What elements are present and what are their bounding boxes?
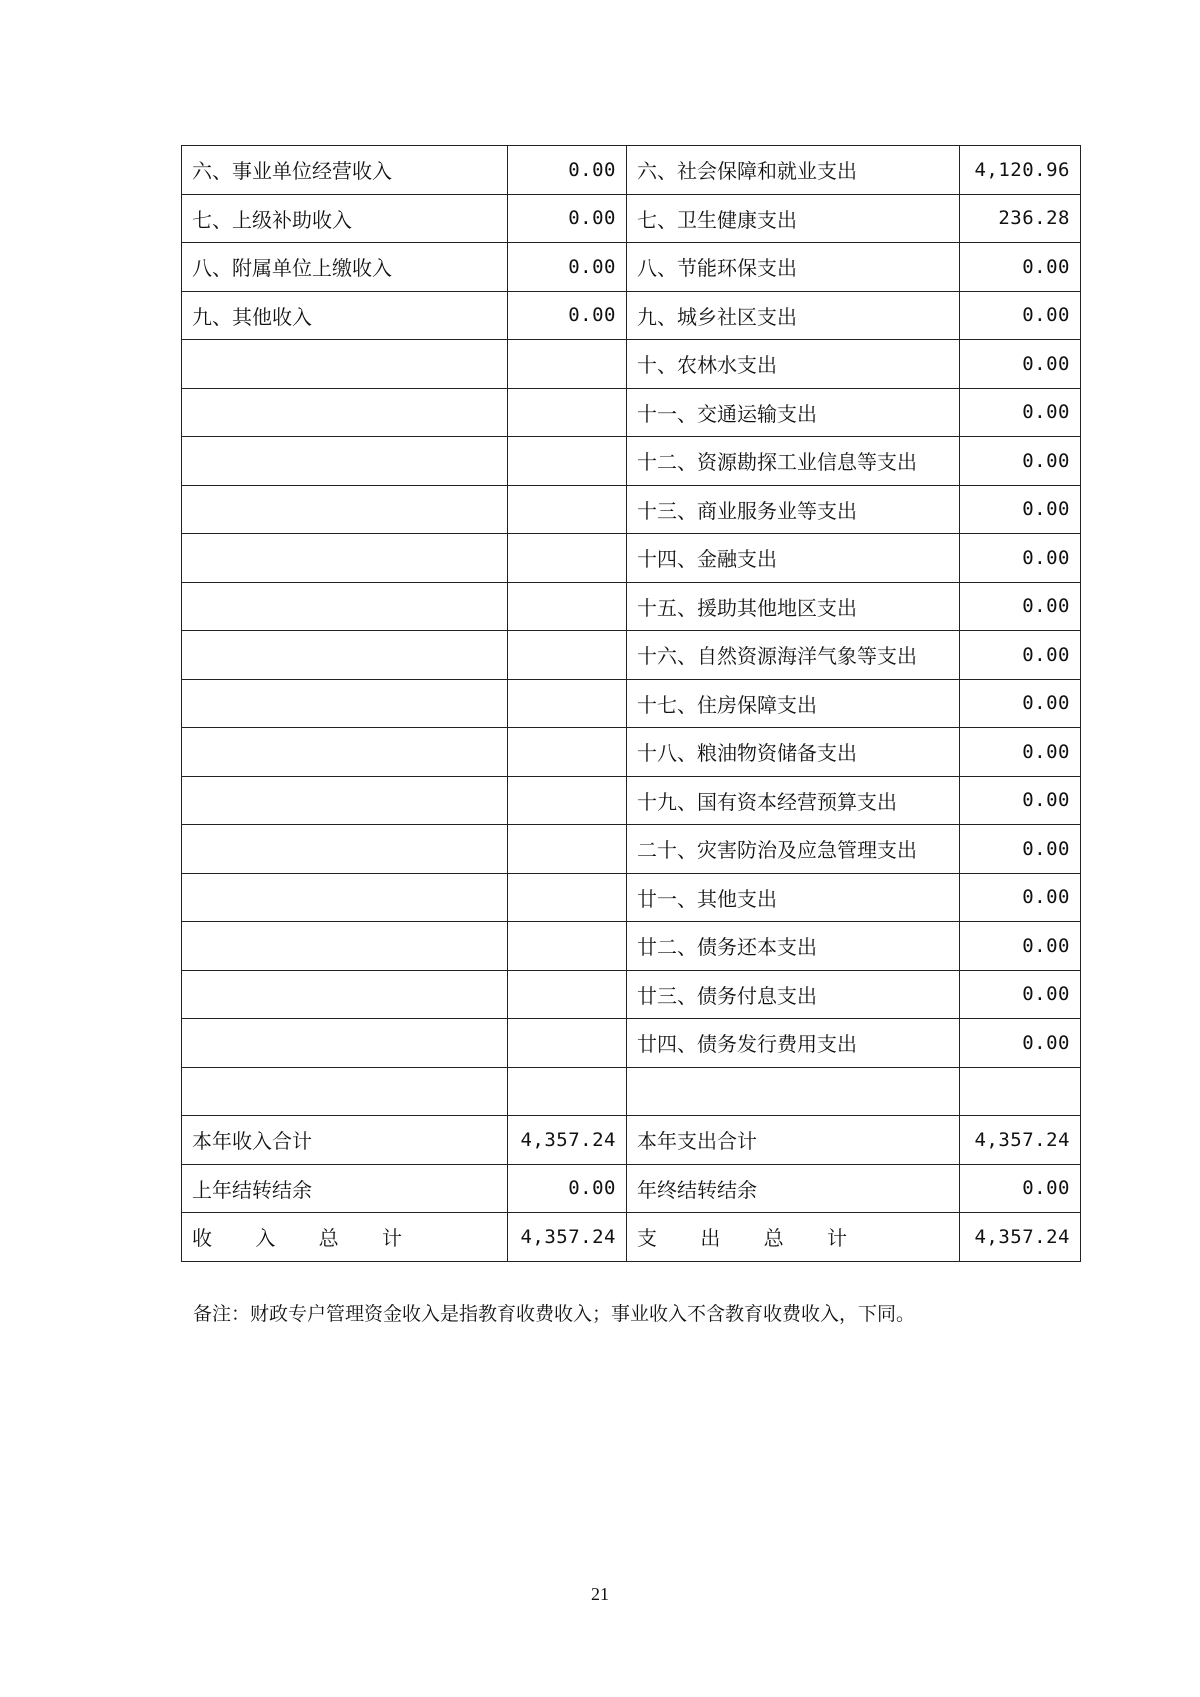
expense-label: 廿二、债务还本支出 xyxy=(627,922,960,971)
footnote: 备注：财政专户管理资金收入是指教育收费收入；事业收入不含教育收费收入，下同。 xyxy=(193,1303,916,1325)
expense-label: 廿三、债务付息支出 xyxy=(627,970,960,1019)
expense-value: 0.00 xyxy=(960,922,1081,971)
income-value xyxy=(508,340,627,389)
expense-label: 十七、住房保障支出 xyxy=(627,679,960,728)
year-total-row xyxy=(182,1116,1081,1165)
income-value: 0.00 xyxy=(508,291,627,340)
table-row xyxy=(182,728,1081,777)
income-label xyxy=(182,970,508,1019)
expense-label: 十六、自然资源海洋气象等支出 xyxy=(627,631,960,680)
income-label xyxy=(182,437,508,486)
grand-expense-char: 支 xyxy=(637,1226,657,1251)
income-label xyxy=(182,582,508,631)
expense-value: 0.00 xyxy=(960,873,1081,922)
expense-value: 0.00 xyxy=(960,582,1081,631)
expense-label: 廿四、债务发行费用支出 xyxy=(627,1019,960,1068)
expense-value: 0.00 xyxy=(960,631,1081,680)
table-row xyxy=(182,631,1081,680)
table-row xyxy=(182,1067,1081,1116)
income-label xyxy=(182,679,508,728)
grand-expense-total-label xyxy=(627,1213,960,1262)
expense-label: 十三、商业服务业等支出 xyxy=(627,485,960,534)
expense-label: 八、节能环保支出 xyxy=(627,243,960,292)
table-row xyxy=(182,146,1081,195)
expense-label: 十、农林水支出 xyxy=(627,340,960,389)
expense-value: 0.00 xyxy=(960,825,1081,874)
expense-value: 0.00 xyxy=(960,485,1081,534)
table-row xyxy=(182,582,1081,631)
carryover-income-label: 上年结转结余 xyxy=(182,1164,508,1213)
expense-label: 十二、资源勘探工业信息等支出 xyxy=(627,437,960,486)
expense-label: 六、社会保障和就业支出 xyxy=(627,146,960,195)
expense-label: 十四、金融支出 xyxy=(627,534,960,583)
expense-value: 0.00 xyxy=(960,728,1081,777)
expense-value: 4,120.96 xyxy=(960,146,1081,195)
grand-expense-total-value: 4,357.24 xyxy=(960,1213,1081,1262)
expense-label: 九、城乡社区支出 xyxy=(627,291,960,340)
table-row xyxy=(182,679,1081,728)
expense-label: 廿一、其他支出 xyxy=(627,873,960,922)
expense-label: 十八、粮油物资储备支出 xyxy=(627,728,960,777)
income-label xyxy=(182,631,508,680)
expense-label xyxy=(627,1067,960,1116)
grand-income-char: 总 xyxy=(318,1226,339,1251)
year-expense-total-value: 4,357.24 xyxy=(960,1116,1081,1165)
income-value xyxy=(508,970,627,1019)
income-label xyxy=(182,1019,508,1068)
expense-value xyxy=(960,1067,1081,1116)
budget-table xyxy=(181,145,1081,1262)
table-row xyxy=(182,291,1081,340)
table-row xyxy=(182,970,1081,1019)
income-value xyxy=(508,1019,627,1068)
carryover-income-value: 0.00 xyxy=(508,1164,627,1213)
grand-expense-char: 总 xyxy=(763,1226,784,1251)
table-row xyxy=(182,776,1081,825)
income-label: 九、其他收入 xyxy=(182,291,508,340)
grand-income-total-label xyxy=(182,1213,508,1262)
income-value xyxy=(508,631,627,680)
expense-value: 0.00 xyxy=(960,534,1081,583)
income-value xyxy=(508,825,627,874)
table-row xyxy=(182,340,1081,389)
table-row xyxy=(182,485,1081,534)
table-row xyxy=(182,873,1081,922)
grand-income-char: 计 xyxy=(381,1226,402,1251)
table-row xyxy=(182,825,1081,874)
expense-value: 236.28 xyxy=(960,194,1081,243)
income-value xyxy=(508,582,627,631)
carryover-expense-label: 年终结转结余 xyxy=(627,1164,960,1213)
income-label xyxy=(182,534,508,583)
income-value xyxy=(508,1067,627,1116)
expense-label: 十九、国有资本经营预算支出 xyxy=(627,776,960,825)
grand-income-char: 入 xyxy=(255,1226,276,1251)
income-label: 六、事业单位经营收入 xyxy=(182,146,508,195)
income-value xyxy=(508,728,627,777)
table-row xyxy=(182,1019,1081,1068)
income-label xyxy=(182,340,508,389)
expense-value: 0.00 xyxy=(960,388,1081,437)
income-label xyxy=(182,485,508,534)
income-value: 0.00 xyxy=(508,194,627,243)
page-number: 21 xyxy=(591,1584,609,1604)
expense-value: 0.00 xyxy=(960,243,1081,292)
grand-total-row xyxy=(182,1213,1081,1262)
totals-rows xyxy=(182,1116,1081,1262)
income-value xyxy=(508,534,627,583)
grand-income-char: 收 xyxy=(192,1226,212,1251)
income-label xyxy=(182,825,508,874)
income-value: 0.00 xyxy=(508,243,627,292)
expense-value: 0.00 xyxy=(960,437,1081,486)
income-label xyxy=(182,1067,508,1116)
income-label xyxy=(182,388,508,437)
income-label xyxy=(182,873,508,922)
income-value: 0.00 xyxy=(508,146,627,195)
table-row xyxy=(182,243,1081,292)
income-label xyxy=(182,776,508,825)
income-label xyxy=(182,728,508,777)
income-value xyxy=(508,485,627,534)
income-value xyxy=(508,922,627,971)
expense-value: 0.00 xyxy=(960,340,1081,389)
year-expense-total-label: 本年支出合计 xyxy=(627,1116,960,1165)
income-value xyxy=(508,873,627,922)
expense-value: 0.00 xyxy=(960,776,1081,825)
expense-label: 十一、交通运输支出 xyxy=(627,388,960,437)
income-label: 八、附属单位上缴收入 xyxy=(182,243,508,292)
income-label xyxy=(182,922,508,971)
grand-income-total-value: 4,357.24 xyxy=(508,1213,627,1262)
line-item-rows xyxy=(182,146,1081,1116)
expense-value: 0.00 xyxy=(960,970,1081,1019)
expense-label: 二十、灾害防治及应急管理支出 xyxy=(627,825,960,874)
year-income-total-label: 本年收入合计 xyxy=(182,1116,508,1165)
table-row xyxy=(182,437,1081,486)
income-value xyxy=(508,388,627,437)
table-row xyxy=(182,194,1081,243)
income-value xyxy=(508,437,627,486)
income-value xyxy=(508,679,627,728)
grand-expense-char: 出 xyxy=(700,1226,721,1251)
grand-expense-char: 计 xyxy=(826,1226,847,1251)
carryover-row xyxy=(182,1164,1081,1213)
table-row xyxy=(182,534,1081,583)
expense-label: 七、卫生健康支出 xyxy=(627,194,960,243)
expense-value: 0.00 xyxy=(960,679,1081,728)
expense-label: 十五、援助其他地区支出 xyxy=(627,582,960,631)
income-value xyxy=(508,776,627,825)
table-row xyxy=(182,388,1081,437)
table-row xyxy=(182,922,1081,971)
income-label: 七、上级补助收入 xyxy=(182,194,508,243)
year-income-total-value: 4,357.24 xyxy=(508,1116,627,1165)
expense-value: 0.00 xyxy=(960,1019,1081,1068)
carryover-expense-value: 0.00 xyxy=(960,1164,1081,1213)
expense-value: 0.00 xyxy=(960,291,1081,340)
